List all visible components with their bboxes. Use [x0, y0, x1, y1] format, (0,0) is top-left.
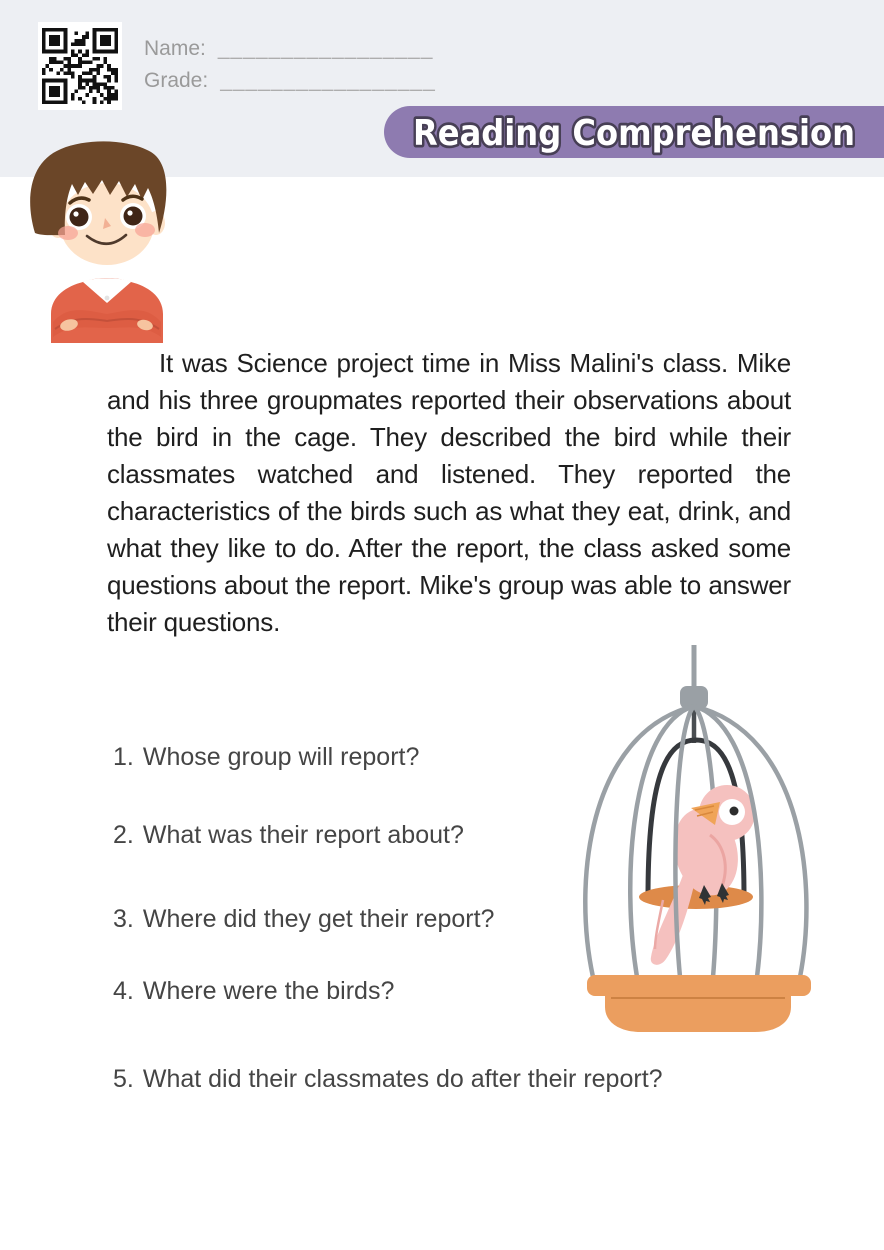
question-item	[113, 975, 394, 1007]
grade-blank-line: _________________	[220, 69, 436, 92]
question-text: Where were the birds?	[142, 977, 395, 1005]
question-text: Where did they get their report?	[142, 905, 495, 933]
pink-bird-icon	[651, 785, 755, 965]
boy-figure-icon	[30, 141, 166, 343]
question-item	[113, 819, 464, 851]
question-number: 3.	[113, 905, 134, 933]
title-banner	[384, 106, 884, 158]
grade-label: Grade:	[144, 69, 209, 92]
title-banner-text-svg	[384, 106, 884, 158]
question-item	[113, 1063, 663, 1095]
qr-code-icon	[42, 28, 118, 104]
question-number: 4.	[113, 977, 134, 1005]
student-info-fields	[144, 37, 436, 101]
question-number: 2.	[113, 821, 134, 849]
name-field-row	[144, 37, 436, 61]
question-item	[113, 903, 494, 935]
name-blank-line: _________________	[217, 37, 434, 60]
grade-field-row	[144, 69, 436, 93]
page-title: Reading Comprehension	[413, 113, 855, 154]
birdcage-illustration	[563, 645, 815, 1033]
question-text: What was their report about?	[142, 821, 464, 849]
qr-code	[38, 22, 122, 110]
question-text: Whose group will report?	[142, 743, 420, 771]
question-text: What did their classmates do after their report?	[142, 1065, 663, 1093]
question-number: 5.	[113, 1065, 134, 1093]
name-label: Name:	[144, 37, 206, 60]
question-number: 1.	[113, 743, 134, 771]
bird-cage-icon	[585, 645, 811, 1032]
reading-passage: It was Science project time in Miss Malini's class. Mike and his three groupmates reported their observations about the bird in the cage. They described the bird while their classmates watched and listened. They reported the characteristics of the birds such as what they eat, drink, and what they like to do. After the report, the class asked some questions about the report. Mike's group was able to answer their questions.	[107, 348, 791, 637]
boy-illustration	[23, 138, 213, 343]
question-item	[113, 741, 419, 773]
